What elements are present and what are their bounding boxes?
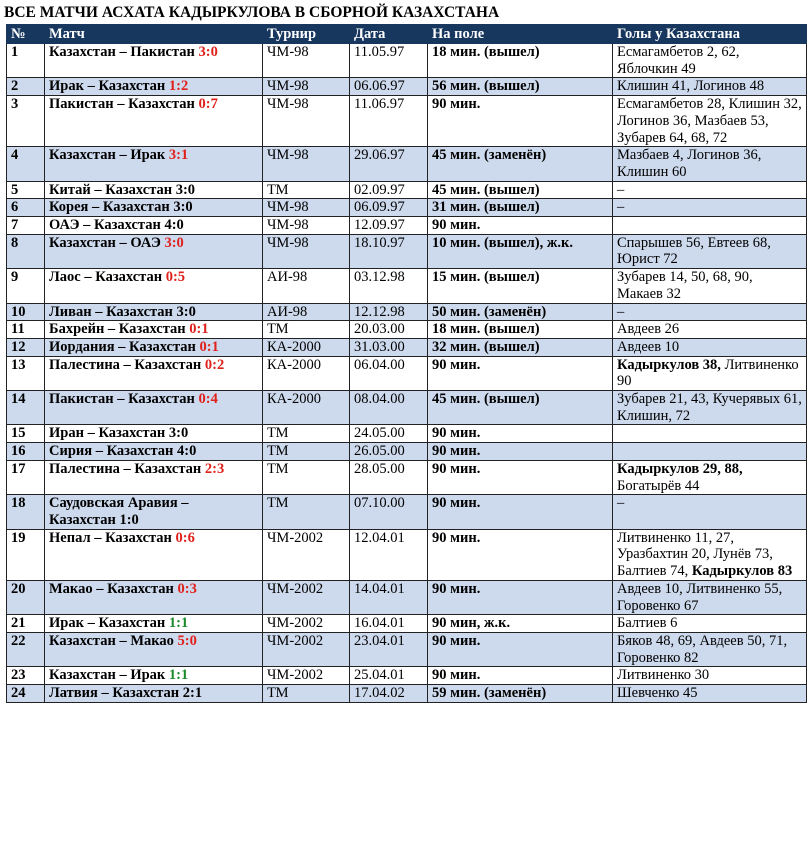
table-row <box>7 615 807 633</box>
goal-scorers: Шевченко 45 <box>617 685 698 702</box>
match-teams: Ливан – Казахстан 3:0 <box>49 303 196 320</box>
table-row <box>7 96 807 147</box>
cell-match <box>45 615 263 633</box>
match-teams: ОАЭ – Казахстан 4:0 <box>49 217 184 234</box>
cell-on-field: 90 мин. <box>428 217 613 235</box>
table-row <box>7 460 807 494</box>
cell-date: 06.06.97 <box>350 78 428 96</box>
cell-goals <box>613 269 807 303</box>
table-row <box>7 495 807 529</box>
cell-on-field: 31 мин. (вышел) <box>428 199 613 217</box>
header-on-field: На поле <box>428 25 613 44</box>
cell-tournament: ЧМ-2002 <box>263 615 350 633</box>
cell-goals <box>613 529 807 580</box>
cell-tournament: ЧМ-2002 <box>263 667 350 685</box>
match-score: 0:1 <box>189 321 209 338</box>
match-score: 5:0 <box>177 632 197 649</box>
header-goals: Голы у Казахстана <box>613 25 807 44</box>
cell-on-field: 18 мин. (вышел) <box>428 321 613 339</box>
cell-on-field: 90 мин. <box>428 667 613 685</box>
cell-number: 4 <box>7 147 45 181</box>
cell-match <box>45 580 263 614</box>
table-row <box>7 44 807 78</box>
cell-on-field: 90 мин. <box>428 356 613 390</box>
goal-scorers: Мазбаев 4, Логинов 36, Клишин 60 <box>617 147 762 180</box>
match-teams: Пакистан – Казахстан <box>49 96 199 113</box>
cell-number: 10 <box>7 303 45 321</box>
cell-on-field: 90 мин. <box>428 96 613 147</box>
match-teams: Иран – Казахстан 3:0 <box>49 425 189 442</box>
cell-date: 11.06.97 <box>350 96 428 147</box>
match-teams: Казахстан – Пакистан <box>49 44 199 60</box>
match-score: 3:1 <box>168 147 189 164</box>
cell-number: 1 <box>7 44 45 78</box>
cell-goals <box>613 181 807 199</box>
cell-match <box>45 495 263 529</box>
cell-tournament: ТМ <box>263 495 350 529</box>
cell-on-field: 90 мин. <box>428 529 613 580</box>
match-teams: Иордания – Казахстан <box>49 338 200 355</box>
goal-scorers: Клишин 41, Логинов 48 <box>617 78 765 95</box>
cell-tournament: ТМ <box>263 443 350 461</box>
cell-goals <box>613 44 807 78</box>
cell-goals <box>613 234 807 268</box>
table-body <box>7 44 807 703</box>
match-score: 0:5 <box>165 269 186 286</box>
cell-match <box>45 685 263 703</box>
cell-number: 17 <box>7 460 45 494</box>
match-score: 3:0 <box>164 234 184 251</box>
table-row <box>7 667 807 685</box>
match-score: 0:4 <box>198 391 218 408</box>
cell-number: 5 <box>7 181 45 199</box>
cell-number: 15 <box>7 425 45 443</box>
cell-goals <box>613 217 807 235</box>
page-title: ВСЕ МАТЧИ АСХАТА КАДЫРКУЛОВА В СБОРНОЙ КАЗАХСТАНА <box>4 4 500 21</box>
cell-on-field: 50 мин. (заменён) <box>428 303 613 321</box>
match-teams: Казахстан – Макао <box>49 632 178 649</box>
cell-match <box>45 96 263 147</box>
cell-goals <box>613 632 807 666</box>
cell-on-field: 90 мин. <box>428 632 613 666</box>
cell-tournament: ЧМ-98 <box>263 96 350 147</box>
cell-on-field: 90 мин, ж.к. <box>428 615 613 633</box>
cell-tournament: ТМ <box>263 181 350 199</box>
cell-date: 26.05.00 <box>350 443 428 461</box>
match-teams: Китай – Казахстан 3:0 <box>49 181 196 198</box>
cell-on-field: 45 мин. (вышел) <box>428 391 613 425</box>
table-row <box>7 217 807 235</box>
cell-tournament: ЧМ-98 <box>263 234 350 268</box>
cell-goals <box>613 303 807 321</box>
match-score: 0:3 <box>177 580 197 597</box>
cell-goals <box>613 321 807 339</box>
cell-date: 28.05.00 <box>350 460 428 494</box>
cell-date: 12.09.97 <box>350 217 428 235</box>
goal-scorers: Авдеев 10 <box>617 338 680 355</box>
cell-date: 12.12.98 <box>350 303 428 321</box>
cell-match <box>45 44 263 78</box>
cell-date: 24.05.00 <box>350 425 428 443</box>
cell-match <box>45 443 263 461</box>
cell-date: 08.04.00 <box>350 391 428 425</box>
cell-tournament: КА-2000 <box>263 391 350 425</box>
goal-scorers: Зубарев 14, 50, 68, 90, Макаев 32 <box>617 269 753 302</box>
match-teams: Лаос – Казахстан <box>49 269 166 286</box>
table-row <box>7 529 807 580</box>
table-row <box>7 632 807 666</box>
goal-scorers: Богатырёв 44 <box>617 477 700 494</box>
cell-match <box>45 425 263 443</box>
cell-tournament: ТМ <box>263 425 350 443</box>
cell-number: 24 <box>7 685 45 703</box>
cell-tournament: ТМ <box>263 321 350 339</box>
cell-date: 20.03.00 <box>350 321 428 339</box>
match-score: 3:0 <box>198 44 218 60</box>
cell-on-field: 45 мин. (заменён) <box>428 147 613 181</box>
goal-scorers: – <box>617 181 625 198</box>
cell-tournament: КА-2000 <box>263 338 350 356</box>
header-number: № <box>7 25 45 44</box>
goal-scorer-highlight: Кадыркулов 83 <box>691 563 793 580</box>
cell-date: 31.03.00 <box>350 338 428 356</box>
cell-tournament: ЧМ-2002 <box>263 632 350 666</box>
cell-date: 07.10.00 <box>350 495 428 529</box>
cell-number: 9 <box>7 269 45 303</box>
match-score: 1:2 <box>168 78 189 95</box>
cell-number: 13 <box>7 356 45 390</box>
cell-match <box>45 391 263 425</box>
match-teams: Ирак – Казахстан <box>49 78 169 95</box>
goal-scorers: Авдеев 26 <box>617 321 680 338</box>
goal-scorers: – <box>617 303 625 320</box>
table-row <box>7 580 807 614</box>
cell-tournament: ЧМ-98 <box>263 199 350 217</box>
cell-on-field: 90 мин. <box>428 460 613 494</box>
cell-match <box>45 303 263 321</box>
cell-goals <box>613 667 807 685</box>
cell-number: 21 <box>7 615 45 633</box>
cell-goals <box>613 356 807 390</box>
cell-match <box>45 356 263 390</box>
cell-tournament: АИ-98 <box>263 269 350 303</box>
cell-match <box>45 321 263 339</box>
table-row <box>7 443 807 461</box>
cell-tournament: ЧМ-98 <box>263 44 350 78</box>
cell-date: 29.06.97 <box>350 147 428 181</box>
cell-date: 02.09.97 <box>350 181 428 199</box>
cell-goals <box>613 615 807 633</box>
cell-goals <box>613 78 807 96</box>
cell-goals <box>613 199 807 217</box>
cell-tournament: ЧМ-2002 <box>263 529 350 580</box>
cell-match <box>45 147 263 181</box>
cell-match <box>45 632 263 666</box>
cell-number: 6 <box>7 199 45 217</box>
goal-scorers: – <box>617 495 625 512</box>
match-teams: Казахстан – Ирак <box>49 147 169 164</box>
goal-scorers: Зубарев 21, 43, Кучерявых 61, Клишин, 72 <box>617 391 802 424</box>
cell-number: 19 <box>7 529 45 580</box>
match-teams: Палестина – Казахстан <box>49 356 205 373</box>
match-teams: Пакистан – Казахстан <box>49 391 199 408</box>
cell-number: 18 <box>7 495 45 529</box>
goal-scorers: Авдеев 10, Литвиненко 55, Горовенко 67 <box>617 580 783 614</box>
cell-number: 14 <box>7 391 45 425</box>
cell-on-field: 90 мин. <box>428 580 613 614</box>
table-row <box>7 391 807 425</box>
header-date: Дата <box>350 25 428 44</box>
cell-match <box>45 338 263 356</box>
goal-scorer-highlight: Кадыркулов 38, <box>617 356 725 373</box>
cell-on-field: 10 мин. (вышел), ж.к. <box>428 234 613 268</box>
table-row <box>7 269 807 303</box>
match-teams: Ирак – Казахстан <box>49 615 169 632</box>
cell-number: 2 <box>7 78 45 96</box>
match-teams: Сирия – Казахстан 4:0 <box>49 443 197 460</box>
cell-number: 16 <box>7 443 45 461</box>
match-score: 1:1 <box>168 667 189 684</box>
cell-goals <box>613 495 807 529</box>
matches-table <box>6 24 807 703</box>
match-teams: Непал – Казахстан <box>49 529 176 546</box>
cell-goals <box>613 425 807 443</box>
table-row <box>7 234 807 268</box>
cell-goals <box>613 96 807 147</box>
cell-tournament: ТМ <box>263 460 350 494</box>
match-score: 0:1 <box>199 338 219 355</box>
cell-on-field: 18 мин. (вышел) <box>428 44 613 78</box>
table-row <box>7 338 807 356</box>
cell-goals <box>613 338 807 356</box>
cell-on-field: 90 мин. <box>428 495 613 529</box>
cell-number: 3 <box>7 96 45 147</box>
cell-match <box>45 199 263 217</box>
table-row <box>7 321 807 339</box>
cell-match <box>45 529 263 580</box>
cell-on-field: 90 мин. <box>428 425 613 443</box>
cell-tournament: АИ-98 <box>263 303 350 321</box>
cell-tournament: ЧМ-98 <box>263 217 350 235</box>
goal-scorers: Литвиненко 30 <box>617 667 710 684</box>
goal-scorers: Спарышев 56, Евтеев 68, Юрист 72 <box>617 234 771 268</box>
cell-date: 18.10.97 <box>350 234 428 268</box>
cell-on-field: 59 мин. (заменён) <box>428 685 613 703</box>
match-score: 0:6 <box>175 529 195 546</box>
cell-date: 06.09.97 <box>350 199 428 217</box>
cell-goals <box>613 580 807 614</box>
cell-tournament: ТМ <box>263 685 350 703</box>
match-teams: Саудовская Аравия – Казахстан 1:0 <box>49 495 189 528</box>
goal-scorers: Балтиев 6 <box>617 615 678 632</box>
match-score: 0:2 <box>204 356 225 373</box>
cell-date: 16.04.01 <box>350 615 428 633</box>
cell-date: 25.04.01 <box>350 667 428 685</box>
cell-date: 23.04.01 <box>350 632 428 666</box>
table-row <box>7 685 807 703</box>
cell-date: 12.04.01 <box>350 529 428 580</box>
goal-scorers: – <box>617 199 625 216</box>
cell-date: 06.04.00 <box>350 356 428 390</box>
table-row <box>7 356 807 390</box>
cell-number: 8 <box>7 234 45 268</box>
table-row <box>7 181 807 199</box>
match-teams: Палестина – Казахстан <box>49 460 205 477</box>
cell-number: 22 <box>7 632 45 666</box>
cell-date: 14.04.01 <box>350 580 428 614</box>
cell-number: 11 <box>7 321 45 339</box>
match-teams: Казахстан – Ирак <box>49 667 169 684</box>
cell-date: 03.12.98 <box>350 269 428 303</box>
match-teams: Корея – Казахстан 3:0 <box>49 199 193 216</box>
cell-goals <box>613 443 807 461</box>
cell-number: 20 <box>7 580 45 614</box>
cell-match <box>45 234 263 268</box>
cell-goals <box>613 685 807 703</box>
table-row <box>7 425 807 443</box>
cell-match <box>45 78 263 96</box>
match-teams: Бахрейн – Казахстан <box>49 321 190 338</box>
cell-tournament: КА-2000 <box>263 356 350 390</box>
cell-number: 12 <box>7 338 45 356</box>
cell-on-field: 56 мин. (вышел) <box>428 78 613 96</box>
match-teams: Казахстан – ОАЭ <box>49 234 165 251</box>
goal-scorers: Есмагамбетов 28, Клишин 32, Логинов 36, Мазбаев 53, Зубарев 64, 68, 72 <box>617 96 802 146</box>
cell-goals <box>613 391 807 425</box>
match-score: 1:1 <box>168 615 189 632</box>
cell-match <box>45 181 263 199</box>
match-teams: Макао – Казахстан <box>49 580 178 597</box>
cell-number: 23 <box>7 667 45 685</box>
goal-scorers: Бяков 48, 69, Авдеев 50, 71, Горовенко 82 <box>617 632 788 666</box>
cell-goals <box>613 147 807 181</box>
table-row <box>7 199 807 217</box>
cell-tournament: ЧМ-98 <box>263 78 350 96</box>
goal-scorers: Литвиненко 90 <box>617 356 799 390</box>
header-tournament: Турнир <box>263 25 350 44</box>
table-row <box>7 78 807 96</box>
match-teams: Латвия – Казахстан 2:1 <box>49 685 203 702</box>
goal-scorers: Есмагамбетов 2, 62, Яблочкин 49 <box>617 44 740 77</box>
table-row <box>7 147 807 181</box>
header-match: Матч <box>45 25 263 44</box>
cell-date: 17.04.02 <box>350 685 428 703</box>
cell-on-field: 45 мин. (вышел) <box>428 181 613 199</box>
cell-on-field: 90 мин. <box>428 443 613 461</box>
cell-date: 11.05.97 <box>350 44 428 78</box>
cell-on-field: 15 мин. (вышел) <box>428 269 613 303</box>
match-score: 0:7 <box>198 96 218 113</box>
cell-match <box>45 217 263 235</box>
cell-goals <box>613 460 807 494</box>
cell-tournament: ЧМ-98 <box>263 147 350 181</box>
match-score: 2:3 <box>204 460 225 477</box>
cell-match <box>45 269 263 303</box>
cell-number: 7 <box>7 217 45 235</box>
cell-on-field: 32 мин. (вышел) <box>428 338 613 356</box>
cell-tournament: ЧМ-2002 <box>263 580 350 614</box>
goal-scorer-highlight: Кадыркулов 29, 88, <box>617 460 743 477</box>
cell-match <box>45 667 263 685</box>
table-header-row <box>7 25 807 44</box>
goal-scorers: Литвиненко 11, 27, Уразбахтин 20, Лунёв 73, Балтиев 74, <box>617 529 773 580</box>
table-row <box>7 303 807 321</box>
cell-match <box>45 460 263 494</box>
